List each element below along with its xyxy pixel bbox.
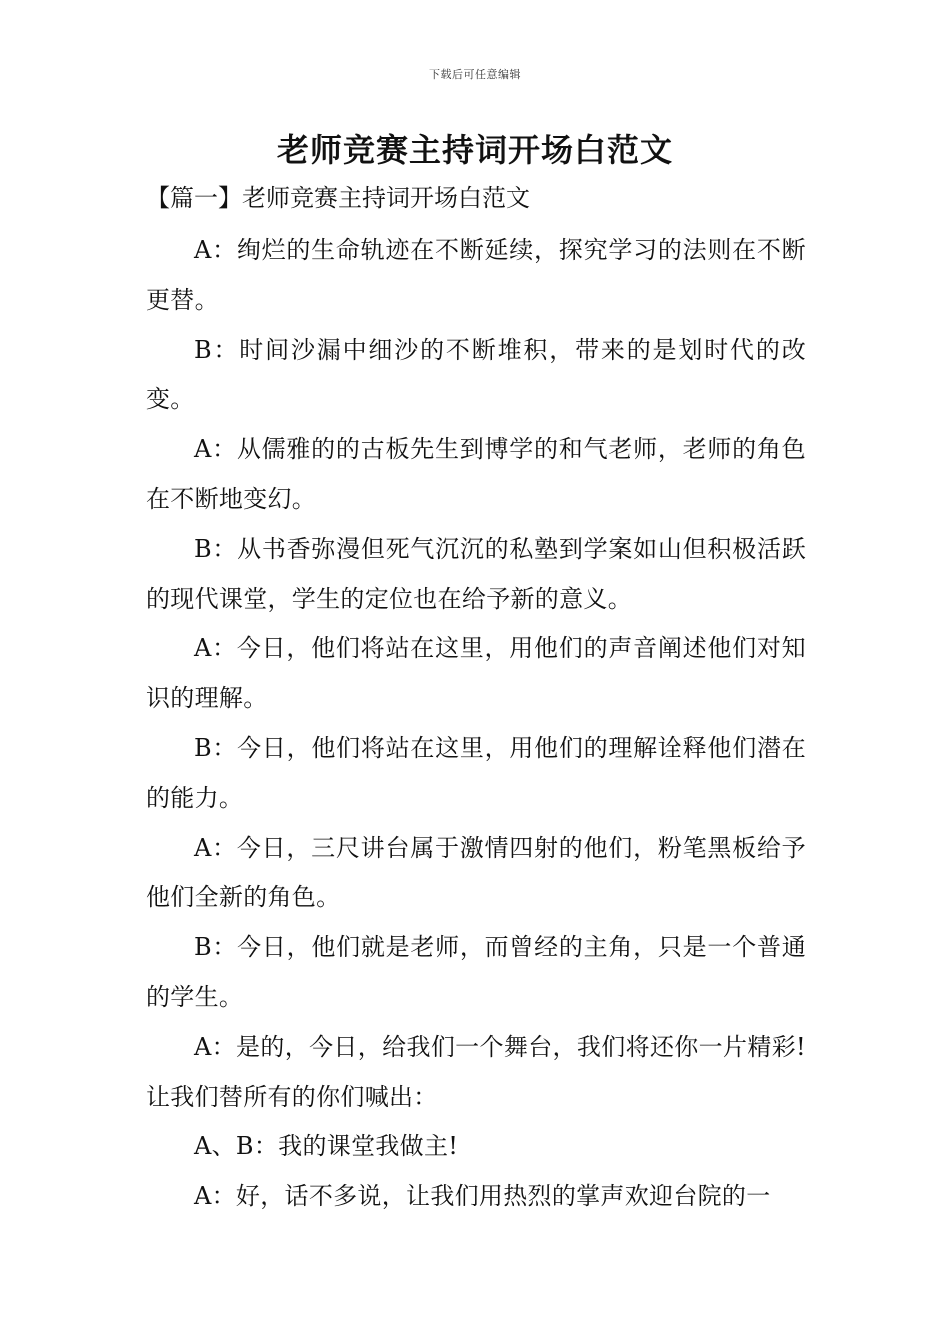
header-note: 下载后可任意编辑: [429, 68, 521, 81]
section-heading: 【篇一】老师竞赛主持词开场白范文: [146, 184, 530, 212]
paragraph: A、B：我的课堂我做主!: [194, 1132, 459, 1161]
paragraph: A：好，话不多说，让我们用热烈的掌声欢迎台院的一: [194, 1182, 771, 1211]
paragraph: B：从书香弥漫但死气沉沉的私塾到学案如山但积极活跃的现代课堂，学生的定位也在给予新的意义。: [146, 534, 806, 613]
document-body: [146, 226, 806, 1222]
document-title: 老师竞赛主持词开场白范文: [276, 131, 673, 169]
paragraph: A：绚烂的生命轨迹在不断延续，探究学习的法则在不断更替。: [146, 236, 806, 314]
paragraph: B：今日，他们就是老师，而曾经的主角，只是一个普通的学生。: [146, 933, 806, 1011]
paragraph: A：是的，今日，给我们一个舞台，我们将还你一片精彩!让我们替所有的你们喊出：: [146, 1032, 806, 1111]
paragraph: B：时间沙漏中细沙的不断堆积，带来的是划时代的改变。: [146, 335, 806, 414]
paragraph: A：从儒雅的的古板先生到博学的和气老师，老师的角色在不断地变幻。: [146, 435, 806, 513]
paragraph: A：今日，三尺讲台属于激情四射的他们，粉笔黑板给予他们全新的角色。: [146, 833, 806, 912]
paragraph: A：今日，他们将站在这里，用他们的声音阐述他们对知识的理解。: [146, 634, 806, 713]
paragraph: B：今日，他们将站在这里，用他们的理解诠释他们潜在的能力。: [146, 733, 806, 812]
